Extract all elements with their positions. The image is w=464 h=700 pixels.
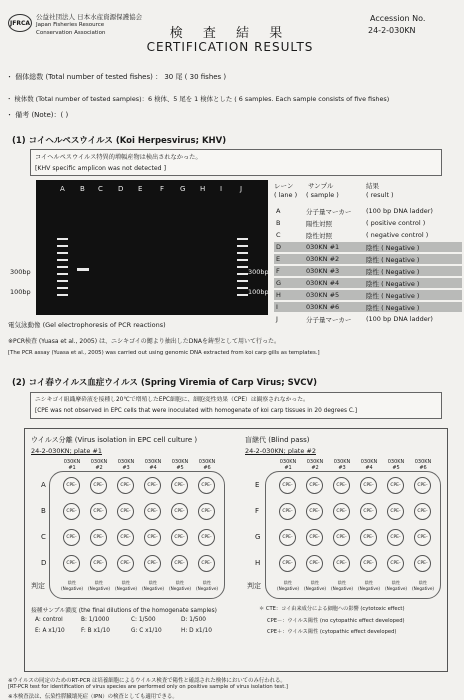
- dilution-b: B: 1/1000: [81, 617, 110, 623]
- plate2-judgement: 陰性 (Negative): [331, 580, 354, 591]
- plate1-judge-label: 判定: [31, 582, 45, 590]
- plate1-judgement: 陰性 (Negative): [169, 580, 192, 591]
- plate1-well: CPE-: [63, 555, 80, 572]
- plate2-column-header: 030KN #1: [279, 459, 297, 471]
- lane-result: 陰性 ( Negative ): [366, 280, 420, 288]
- plate1-judgement: 陰性 (Negative): [61, 580, 84, 591]
- plate1-well: CPE-: [144, 477, 161, 494]
- sample-count: ・ 検体数 (Total number of tested samples)：6 検体、5 尾を 1 検体とした ( 6 samples. Each sample consists of five fishes): [6, 95, 390, 103]
- plate1-well: CPE-: [63, 503, 80, 520]
- plate1-row-label: C: [41, 533, 46, 541]
- lane-row: [274, 218, 462, 228]
- ladder-band: [57, 280, 68, 282]
- plate2-well: CPE-: [333, 477, 350, 494]
- organization-logo: JFRCA: [8, 14, 32, 32]
- plate1-well: CPE-: [198, 477, 215, 494]
- plate1-well: CPE-: [144, 529, 161, 546]
- pcr-note-jp: ※PCR検査 (Yuasa et al., 2005) は、ニシキゴイの鰓より抽出したDNAを鋳型として用いて行った。: [8, 338, 280, 345]
- khv-result-jp: コイヘルペスウイルス特異的増幅産物は検出されなかった。: [35, 154, 202, 161]
- plate2-well: CPE-: [333, 503, 350, 520]
- legend-cte: ＊ CTE：コイ由来成分による細胞への影響 (cytotoxic effect): [259, 606, 405, 612]
- plate1-judgement: 陰性 (Negative): [88, 580, 111, 591]
- accession-value: 24-2-030KN: [368, 26, 416, 35]
- plate2-well: CPE-: [387, 555, 404, 572]
- plate1-subtitle: 24-2-030KN; plate #1: [31, 447, 102, 455]
- lane-row: [274, 266, 462, 276]
- plate2-judgement: 陰性 (Negative): [304, 580, 327, 591]
- lane-result: 陰性 ( Negative ): [366, 304, 420, 312]
- plate1-well: CPE-: [144, 555, 161, 572]
- positive-control-band: [77, 268, 89, 271]
- lane-sample: 030KN #2: [306, 255, 340, 263]
- khv-result-box: [30, 149, 442, 176]
- plate1-well: CPE-: [90, 503, 107, 520]
- plate1-well: CPE-: [171, 555, 188, 572]
- note-line: ・ 備考 (Note)：( ): [6, 111, 69, 119]
- plate2-well: CPE-: [387, 503, 404, 520]
- lane-header-en: ( lane ): [274, 191, 298, 199]
- lane-sample: 分子量マーカー: [306, 208, 352, 216]
- plate1-judgement: 陰性 (Negative): [115, 580, 138, 591]
- lane-lane: C: [276, 231, 281, 239]
- lane-lane: A: [276, 207, 281, 215]
- lane-lane: F: [276, 267, 280, 275]
- gel-lane-label-j: J: [240, 185, 243, 193]
- gel-lane-label-h: H: [200, 185, 206, 193]
- plate2-judgement: 陰性 (Negative): [358, 580, 381, 591]
- plate2-row-label: E: [255, 481, 260, 489]
- dilution-h: H: D x1/10: [181, 628, 212, 634]
- plate1-well: CPE-: [63, 529, 80, 546]
- lane-sample: 030KN #4: [306, 279, 340, 287]
- marker-100-right: 100bp: [248, 288, 269, 296]
- dilution-d: D: 1/500: [181, 617, 206, 623]
- ladder-band: [57, 273, 68, 275]
- plate2-well: CPE-: [414, 555, 431, 572]
- ladder-band: [237, 238, 248, 240]
- gel-lane-label-d: D: [118, 185, 124, 193]
- ladder-band: [57, 259, 68, 261]
- plate2-title: 盲継代 (Blind pass): [245, 436, 310, 444]
- lane-row: [274, 206, 462, 216]
- plate2-judgement: 陰性 (Negative): [385, 580, 408, 591]
- gel-lane-label-a: A: [60, 185, 65, 193]
- plate1-well: CPE-: [144, 503, 161, 520]
- plate2-judge-label: 判定: [247, 582, 261, 590]
- plate2-subtitle: 24-2-030KN; plate #2: [245, 447, 316, 455]
- plate1-well: CPE-: [198, 503, 215, 520]
- ladder-band: [237, 294, 248, 296]
- gel-lane-label-f: F: [160, 185, 165, 193]
- title-jp: 検 査 結 果: [169, 26, 291, 41]
- lane-row: [274, 242, 462, 252]
- plate1-well: CPE-: [90, 477, 107, 494]
- lane-result: 陰性 ( Negative ): [366, 256, 420, 264]
- lane-sample: 030KN #1: [306, 243, 340, 251]
- plate1-well: CPE-: [90, 555, 107, 572]
- ladder-band: [237, 245, 248, 247]
- lane-row: [274, 314, 462, 324]
- lane-sample: 030KN #6: [306, 303, 340, 311]
- plate2-judgement: 陰性 (Negative): [412, 580, 435, 591]
- result-header: 結果: [366, 182, 379, 190]
- lane-sample: 陽性対照: [306, 220, 332, 228]
- svcv-section-title: (2) コイ春ウイルス血症ウイルス (Spring Viremia of Carp Virus; SVCV): [12, 378, 317, 388]
- lane-lane: E: [276, 255, 281, 263]
- plate1-well: CPE-: [90, 529, 107, 546]
- org-name-en-2: Conservation Association: [36, 30, 106, 36]
- plate2-well: CPE-: [306, 555, 323, 572]
- dilution-e: E: A x1/10: [35, 628, 65, 634]
- footer-line-2: [RT-PCR test for identification of virus species are performed only on positive sample of virus isolation test.]: [8, 684, 288, 690]
- fish-count: ・ 個体総数 (Total number of tested fishes) ： 30 尾 ( 30 fishes ): [6, 73, 227, 81]
- lane-sample: 陰性対照: [306, 232, 332, 240]
- ladder-band: [57, 238, 68, 240]
- plate2-well: CPE-: [279, 555, 296, 572]
- lane-lane: B: [276, 219, 281, 227]
- plate1-well: CPE-: [198, 529, 215, 546]
- lane-result: ( positive control ): [366, 219, 426, 227]
- marker-300-right: 300bp: [248, 268, 269, 276]
- gel-lane-label-c: C: [98, 185, 103, 193]
- lane-row: [274, 290, 462, 300]
- lane-row: [274, 230, 462, 240]
- lane-result: ( negative control ): [366, 231, 429, 239]
- plate2-row-label: G: [255, 533, 261, 541]
- plate2-well: CPE-: [387, 477, 404, 494]
- lane-lane: J: [276, 315, 278, 323]
- svcv-result-box: [30, 392, 442, 419]
- ladder-band: [57, 266, 68, 268]
- lane-lane: G: [276, 279, 282, 287]
- lane-result: (100 bp DNA ladder): [366, 315, 433, 323]
- marker-300-left: 300bp: [10, 268, 31, 276]
- lane-sample: 分子量マーカー: [306, 316, 352, 324]
- plate1-title: ウイルス分離 (Virus isolation in EPC cell culture ): [31, 436, 198, 444]
- gel-lane-label-g: G: [180, 185, 186, 193]
- plate1-column-header: 030KN #3: [117, 459, 135, 471]
- dilution-title: 接種サンプル濃度 (the final dilutions of the homogenate samples): [31, 608, 217, 614]
- plate2-well: CPE-: [306, 529, 323, 546]
- plate2-judgement: 陰性 (Negative): [277, 580, 300, 591]
- plate1-well: CPE-: [171, 477, 188, 494]
- result-header-en: ( result ): [366, 191, 394, 199]
- gel-caption: 電気泳動像 (Gel electrophoresis of PCR reactions): [8, 321, 166, 329]
- gel-lane-label-b: B: [80, 185, 85, 193]
- plate2-column-header: 030KN #3: [333, 459, 351, 471]
- plate1-well: CPE-: [171, 503, 188, 520]
- dilution-g: G: C x1/10: [131, 628, 162, 634]
- legend-cpe-negative: CPE－：ウイルス陽性 (no cytopathic effect developed): [267, 618, 405, 624]
- plate2-well: CPE-: [414, 503, 431, 520]
- gel-lane-label-i: I: [220, 185, 223, 193]
- svcv-result-jp: ニシキゴイ組織摩砕液を接種し20℃で増殖したEPC細胞に、細胞変性効果（CPE）は観察されなかった。: [35, 397, 309, 403]
- legend-cpe-positive: CPE＋：ウイルス陽性 (cytopathic effect developed): [267, 629, 397, 635]
- ladder-band: [237, 259, 248, 261]
- ladder-band: [237, 273, 248, 275]
- ladder-band: [57, 252, 68, 254]
- plate1-column-header: 030KN #2: [90, 459, 108, 471]
- ladder-band: [57, 245, 68, 247]
- svcv-result-en: [CPE was not observed in EPC cells that were inoculated with homogenate of koi carp tissues in 20 degrees C.]: [35, 408, 357, 414]
- plate2-column-header: 030KN #4: [360, 459, 378, 471]
- virus-isolation-panel: [24, 428, 448, 672]
- lane-lane: H: [276, 291, 281, 299]
- lane-result: 陰性 ( Negative ): [366, 244, 420, 252]
- khv-result-en: [KHV specific amplicon was not detected ]: [35, 165, 166, 172]
- title-en: CERTIFICATION RESULTS: [146, 40, 314, 54]
- lane-sample: 030KN #5: [306, 291, 340, 299]
- plate2-well: CPE-: [360, 529, 377, 546]
- plate2-column-header: 030KN #2: [306, 459, 324, 471]
- plate1-column-header: 030KN #6: [198, 459, 216, 471]
- sample-header: サンプル: [308, 182, 334, 190]
- lane-result: (100 bp DNA ladder): [366, 207, 433, 215]
- footer-line-1: ※ウイルスの同定のためのRT-PCR は培養細胞によるウイルス検査で陽性と確認された検体においてのみ行われる。: [8, 678, 286, 684]
- sample-header-en: ( sample ): [306, 191, 339, 199]
- accession-label: Accession No.: [370, 14, 426, 23]
- footer-line-3: ※本検査法は、伝染性膵臓壊死症（IPN）の検査としても適用できる。: [8, 694, 178, 700]
- plate1-well: CPE-: [117, 503, 134, 520]
- lane-sample: 030KN #3: [306, 267, 340, 275]
- dilution-c: C: 1/500: [131, 617, 156, 623]
- plate1-judgement: 陰性 (Negative): [196, 580, 219, 591]
- gel-image: [36, 180, 268, 315]
- plate1-column-header: 030KN #1: [63, 459, 81, 471]
- plate2-well: CPE-: [306, 503, 323, 520]
- dilution-a: A: control: [35, 617, 63, 623]
- plate2-row-label: H: [255, 559, 261, 567]
- plate2-well: CPE-: [360, 503, 377, 520]
- plate1-well: CPE-: [198, 555, 215, 572]
- ladder-band: [237, 266, 248, 268]
- org-name-en-1: Japan Fisheries Resource: [36, 22, 105, 28]
- ladder-band: [57, 287, 68, 289]
- lane-lane: I: [276, 303, 278, 311]
- plate1-well: CPE-: [117, 477, 134, 494]
- plate2-column-header: 030KN #5: [387, 459, 405, 471]
- plate1-column-header: 030KN #4: [144, 459, 162, 471]
- plate1-judgement: 陰性 (Negative): [142, 580, 165, 591]
- plate2-well: CPE-: [360, 477, 377, 494]
- khv-section-title: (1) コイヘルペスウイルス (Koi Herpesvirus; KHV): [12, 136, 227, 146]
- pcr-note-en: [The PCR assay (Yuasa et al., 2005) was carried out using genomic DNA extracted from koi carp gills as templates.]: [8, 350, 320, 356]
- plate2-well: CPE-: [414, 529, 431, 546]
- plate1-well: CPE-: [117, 555, 134, 572]
- plate1-row-label: B: [41, 507, 46, 515]
- plate1-column-header: 030KN #5: [171, 459, 189, 471]
- dilution-f: F: B x1/10: [81, 628, 110, 634]
- marker-100-left: 100bp: [10, 288, 31, 296]
- plate1-well: CPE-: [63, 477, 80, 494]
- plate2-well: CPE-: [414, 477, 431, 494]
- ladder-band: [237, 280, 248, 282]
- plate2-well: CPE-: [279, 503, 296, 520]
- org-name-jp: 公益社団法人 日本水産資源保護協会: [36, 13, 143, 21]
- plate2-well: CPE-: [279, 529, 296, 546]
- plate1-well: CPE-: [117, 529, 134, 546]
- plate2-row-label: F: [255, 507, 260, 515]
- gel-lane-label-e: E: [138, 185, 143, 193]
- lane-header: レーン: [274, 182, 294, 190]
- ladder-band: [237, 287, 248, 289]
- plate2-well: CPE-: [333, 555, 350, 572]
- lane-result: 陰性 ( Negative ): [366, 292, 420, 300]
- plate2-well: CPE-: [387, 529, 404, 546]
- lane-result: 陰性 ( Negative ): [366, 268, 420, 276]
- lane-row: [274, 254, 462, 264]
- lane-row: [274, 278, 462, 288]
- plate1-well: CPE-: [171, 529, 188, 546]
- plate2-well: CPE-: [360, 555, 377, 572]
- ladder-band: [57, 294, 68, 296]
- plate2-well: CPE-: [333, 529, 350, 546]
- plate1-row-label: A: [41, 481, 46, 489]
- plate1-row-label: D: [41, 559, 47, 567]
- plate2-column-header: 030KN #6: [414, 459, 432, 471]
- ladder-band: [237, 252, 248, 254]
- lane-row: [274, 302, 462, 312]
- plate2-well: CPE-: [279, 477, 296, 494]
- plate2-well: CPE-: [306, 477, 323, 494]
- lane-lane: D: [276, 243, 282, 251]
